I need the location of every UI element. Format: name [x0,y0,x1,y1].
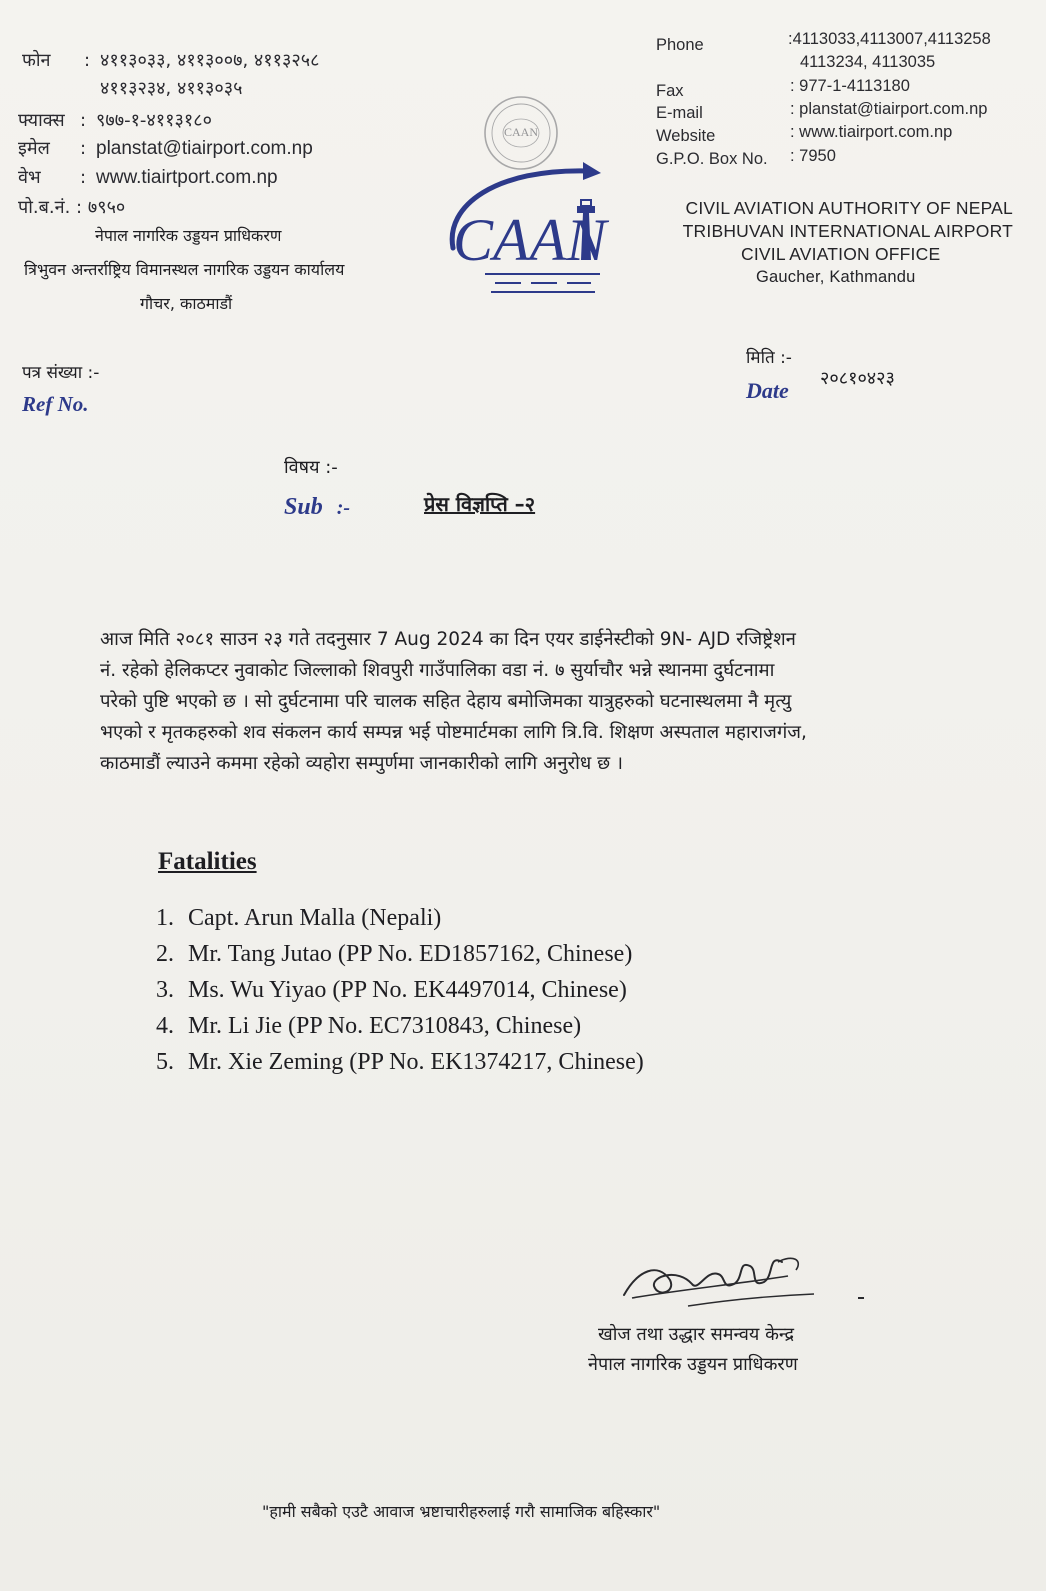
subject-label-en-text: Sub [284,494,323,520]
right-org-line4: Gaucher, Kathmandu [756,268,916,286]
right-phone-label: Phone [656,36,704,54]
right-phone-line2: 4113234, 4113035 [800,53,936,71]
left-phone-line2: ४११३२३४, ४११३०३५ [100,78,243,99]
body-line-2: नं. रहेको हेलिकप्टर नुवाकोट जिल्लाको शिवपुरी गाउँपालिका वडा नं. ७ सुर्याचौर भन्ने स्थानमा दुर्घटनामा [100,660,775,681]
left-email-value: planstat@tiairport.com.np [96,138,313,159]
left-fax-row: फ्याक्स : ९७७-१-४११३१८० [18,110,212,131]
right-email-label: E-mail [656,104,703,122]
left-org-line1: नेपाल नागरिक उड्डयन प्राधिकरण [95,226,282,245]
right-gpo-value: : 7950 [790,147,836,165]
subject-label-en-colon: :- [336,497,351,519]
right-phone-line1: :4113033,4113007,4113258 [788,30,991,48]
left-email-label: इमेल [18,138,50,159]
body-paragraph [100,624,807,779]
footer-slogan: "हामी सबैको एउटै आवाज भ्रष्टाचारीहरुलाई गरौ सामाजिक बहिस्कार" [262,1502,661,1521]
date-label-np: मिति :- [746,348,792,368]
left-web-row: वेभ : www.tiairtport.com.np [18,167,278,188]
fatality-item: 1. Capt. Arun Malla (Nepali) [156,905,442,931]
left-phone-line1: ४११३०३३, ४११३००७, ४११३२५८ [100,50,320,71]
fatality-item: 4. Mr. Li Jie (PP No. EC7310843, Chinese) [156,1013,582,1039]
subject-label-np: विषय :- [284,457,338,478]
body-line-5: काठमाडौं ल्याउने कममा रहेको व्यहोरा सम्पुर्णमा जानकारीको लागि अनुरोध छ । [100,753,623,774]
ref-label-en: Ref No. [22,392,89,416]
signature-line2: नेपाल नागरिक उड्डयन प्राधिकरण [588,1354,798,1375]
left-fax-value: ९७७-१-४११३१८० [96,110,212,131]
body-line-3: परेको पुष्टि भएको छ । सो दुर्घटनामा परि चालक सहित देहाय बमोजिमका यात्रुहरुको घटनास्थलमा नै मृत्यु [100,691,792,712]
left-phone-row: फोन : ४११३०३३, ४११३००७, ४११३२५८ [22,50,320,71]
right-org-line2: TRIBHUVAN INTERNATIONAL AIRPORT [682,221,1013,241]
signature-icon [618,1240,878,1310]
left-fax-label: फ्याक्स [18,110,65,131]
left-org-line2: त्रिभुवन अन्तर्राष्ट्रिय विमानस्थल नागरिक उड्डयन कार्यालय [24,260,345,279]
body-line-4: भएको र मृतकहरुको शव संकलन कार्य सम्पन्न भई पोष्टमार्टमका लागि त्रि.वि. शिक्षण अस्पताल महाराजगंज, [100,722,807,743]
right-email-value: : planstat@tiairport.com.np [790,100,988,118]
signature [618,1240,878,1310]
right-org-line3: CIVIL AVIATION OFFICE [741,244,941,264]
fatalities-title: Fatalities [158,848,257,875]
logo-stamp-text: CAAN [503,125,539,139]
left-web-value: www.tiairtport.com.np [96,167,278,188]
caan-logo [425,88,615,303]
left-po-row: पो.ब.नं. : ७९५० [18,197,126,218]
right-web-value: : www.tiairport.com.np [790,123,953,141]
left-po-label: पो.ब.नं. [18,197,71,218]
right-gpo-label: G.P.O. Box No. [656,150,768,168]
caan-logo-icon [425,88,615,303]
right-org-line1: CIVIL AVIATION AUTHORITY OF NEPAL [685,198,1013,218]
left-phone-label: फोन [22,50,51,71]
right-web-label: Website [656,127,716,145]
left-org-line3: गौचर, काठमाडौं [140,294,233,313]
subject-label-en [284,494,350,521]
fatalities-list [156,900,644,1080]
fatality-item: 2. Mr. Tang Jutao (PP No. ED1857162, Chinese) [156,941,633,967]
logo-main-text: CAAN [453,207,607,273]
left-web-label: वेभ [18,167,41,188]
subject-title: प्रेस विज्ञप्ति –२ [424,492,536,516]
fatality-item: 3. Ms. Wu Yiyao (PP No. EK4497014, Chinese) [156,977,627,1003]
left-email-row: इमेल : planstat@tiairport.com.np [18,138,313,159]
right-fax-label: Fax [656,82,684,100]
body-line-1: आज मिति २०८१ साउन २३ गते तदनुसार 7 Aug 2024 का दिन एयर डाईनेस्टीको 9N- AJD रजिष्ट्रेशन [100,629,796,650]
right-fax-value: : 977-1-4113180 [790,77,910,95]
date-label-en: Date [746,378,789,403]
ref-label-np: पत्र संख्या :- [22,363,100,383]
date-value: २०८१०४२३ [820,368,895,389]
fatality-item: 5. Mr. Xie Zeming (PP No. EK1374217, Chinese) [156,1049,644,1075]
signature-line1: खोज तथा उद्धार समन्वय केन्द्र [598,1324,795,1345]
left-po-value: ७९५० [87,197,126,218]
